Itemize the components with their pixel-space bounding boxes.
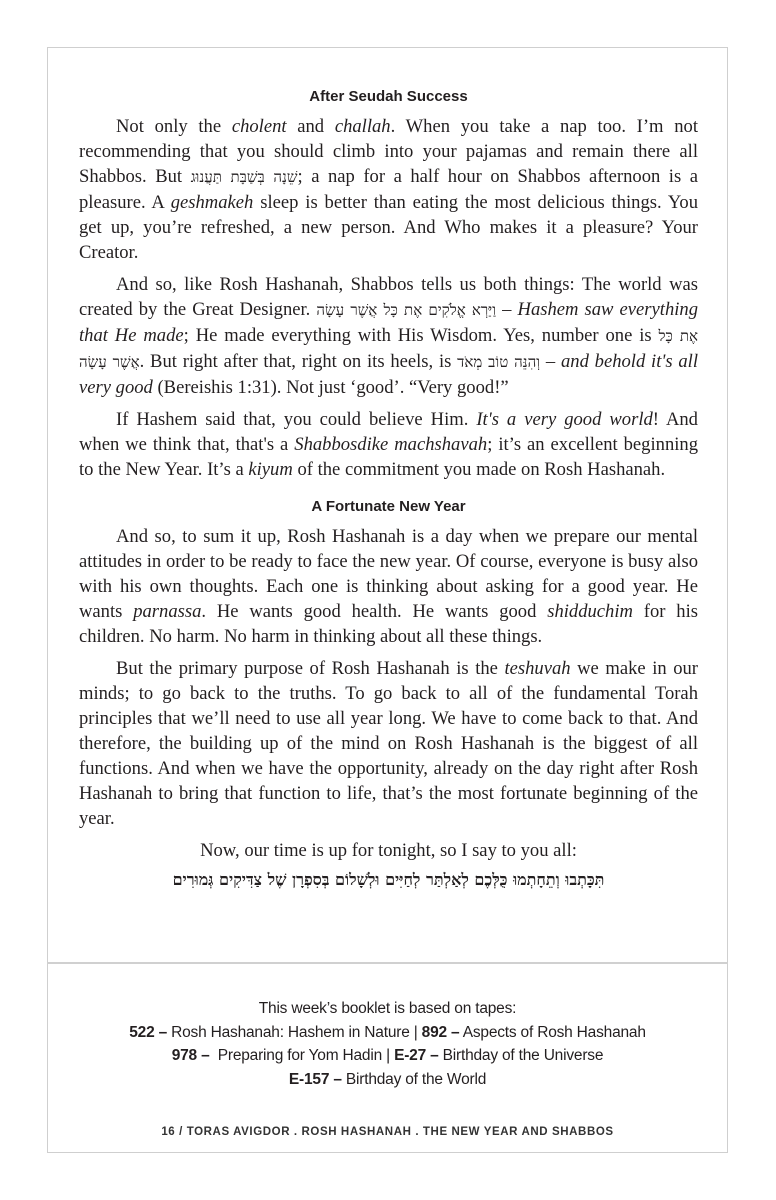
tape-separator: |	[382, 1047, 395, 1064]
paragraph	[79, 524, 698, 649]
text: Not only the	[116, 116, 232, 137]
text: –	[496, 299, 518, 320]
tape-title: Rosh Hashanah: Hashem in Nature	[167, 1023, 410, 1041]
article-body	[79, 86, 698, 890]
tape-number: E-27 –	[394, 1047, 439, 1064]
italic-text: Shabbosdike machshavah	[294, 434, 488, 455]
text: for his children. No harm. No harm in thinking about all these things.	[79, 601, 698, 647]
text: of the commitment you made on Rosh Hashanah.	[292, 459, 666, 480]
text: . When you take a nap too. I’m not recommending that you should climb into your pajamas and remain there all Shabbos. But	[79, 116, 698, 187]
text: But the primary purpose of Rosh Hashanah is the	[116, 658, 505, 679]
text: (Bereishis 1:31). Not just ‘good’. “Very good!”	[152, 377, 509, 398]
tapes-line	[47, 1068, 728, 1092]
tape-title: Birthday of the World	[341, 1070, 487, 1088]
section-0	[79, 86, 698, 482]
hebrew-phrase: וְהִנֵּה טוֹב מְאֹד	[457, 353, 541, 371]
tape-title: Aspects of Rosh Hashanah	[459, 1023, 646, 1041]
tape-number: E-157 –	[288, 1070, 342, 1088]
tape-title: Birthday of the Universe	[438, 1047, 604, 1064]
text: And so, to sum it up, Rosh Hashanah is a day when we prepare our mental attitudes in order to be ready to face the new year. Of course, everyone is busy also with his own thoughts. Each one is thinking about asking for a good year. He wants	[79, 526, 698, 622]
section-1	[79, 496, 698, 831]
tapes-line	[47, 1021, 728, 1045]
text: . But right after that, right on its heels, is	[139, 351, 458, 372]
hebrew-phrase: וַיַּרְא אֱלֹקִים אֶת כָּל אֲשֶׁר עָשָׂה	[316, 301, 497, 319]
italic-text: kiyum	[248, 459, 293, 480]
divider	[47, 962, 728, 964]
text: ; He made everything with His Wisdom. Yes, number one is	[183, 325, 659, 346]
section-heading: A Fortunate New Year	[311, 498, 466, 515]
text: we make in our minds; to go back to the truths. To go back to all of the fundamental Torah principles that we’ll need to use all year long. We have to come back to that. And therefore, the building up of the mind on Rosh Hashanah is the biggest of all functions. And when we have the opportunity, already on the day right after Rosh Hashanah to bring that function to life, that’s the most fortunate beginning of the year.	[79, 658, 698, 829]
closing-line: Now, our time is up for tonight, so I say to you all:	[200, 840, 577, 861]
italic-text: shidduchim	[547, 601, 633, 622]
tapes-list	[47, 997, 728, 1091]
italic-text: teshuvah	[504, 658, 571, 679]
italic-text: and behold it's all very good	[79, 351, 698, 398]
paragraph	[79, 114, 698, 265]
tapes-line	[47, 1044, 728, 1068]
text: –	[540, 351, 561, 372]
italic-text: Hashem saw everything that He made	[79, 299, 699, 346]
paragraph	[79, 272, 698, 400]
italic-text: cholent	[231, 116, 287, 137]
tape-number: 892 –	[421, 1023, 460, 1041]
tapes-intro: This week’s booklet is based on tapes:	[258, 1000, 517, 1017]
text: And so, like Rosh Hashanah, Shabbos tells us both things: The world was created by the Great Designer.	[79, 274, 698, 320]
text: ; it’s an excellent beginning to the New Year. It’s a	[79, 434, 698, 480]
text: If Hashem said that, you could believe Him.	[116, 409, 477, 430]
italic-text: parnassa	[133, 601, 202, 622]
tape-separator: |	[409, 1023, 422, 1041]
italic-text: challah	[334, 116, 391, 137]
hebrew-phrase: אֶת כָּל אֲשֶׁר עָשָׂה	[79, 327, 699, 371]
hebrew-phrase: שֵׁנָה בְּשַׁבָּת תַּעֲנוּג	[190, 168, 298, 186]
tape-number: 978 –	[171, 1047, 210, 1064]
paragraph	[79, 656, 698, 831]
hebrew-blessing: תִּכָּתְבוּ וְתֵחָתְמוּ כֻּלְּכֶם לְאַלְתַּר לְחַיִּים וּלְשָׁלוֹם בְּסִפְרָן שֶׁל צַדִּיקִים גְּמוּרִים	[172, 870, 605, 889]
italic-text: geshmakeh	[170, 192, 254, 213]
text: ; a nap for a half hour on Shabbos afternoon is a pleasure. A	[79, 166, 698, 213]
text: sleep is better than eating the most delicious things. You get up, you’re refreshed, a new person. And Who makes it a pleasure? Your Creator.	[79, 192, 698, 263]
paragraph	[79, 407, 698, 482]
text: and	[286, 116, 335, 137]
tape-number: 522 –	[129, 1023, 168, 1041]
tape-title: Preparing for Yom Hadin	[209, 1047, 383, 1064]
text: ! And when we think that, that's a	[79, 409, 698, 455]
italic-text: It's a very good world	[476, 409, 653, 430]
section-heading: After Seudah Success	[309, 88, 468, 105]
text: . He wants good health. He wants good	[201, 601, 548, 622]
page-footer: 16 / TORAS AVIGDOR . ROSH HASHANAH . THE NEW YEAR AND SHABBOS	[161, 1126, 614, 1138]
